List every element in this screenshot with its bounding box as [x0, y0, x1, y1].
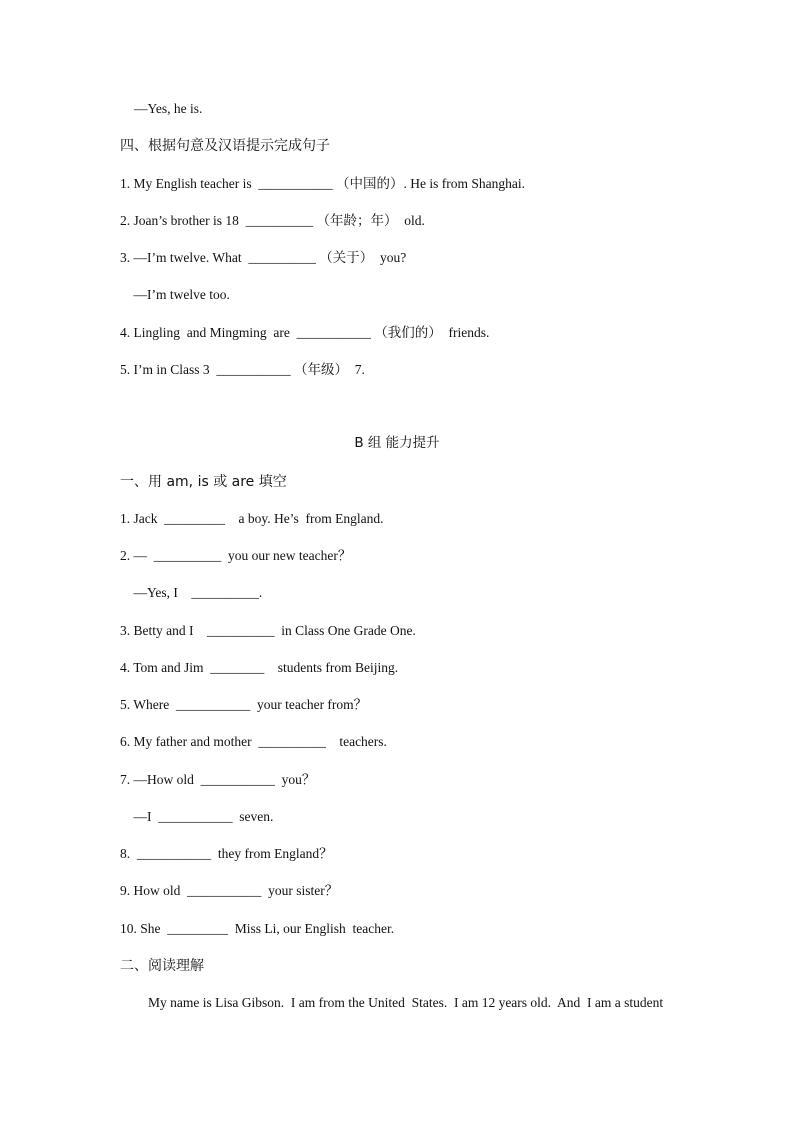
exercise-item: 1. Jack _________ a boy. He’s from England.	[120, 511, 384, 526]
group-b-title: B 组 能力提升	[354, 435, 440, 451]
section-heading-fill-blanks: 一、用 am, is 或 are 填空	[120, 474, 287, 490]
exercise-item: 8. ___________ they from England？	[120, 846, 333, 861]
exercise-item: 5. Where ___________ your teacher from？	[120, 697, 368, 712]
exercise-item: 2. — __________ you our new teacher？	[120, 548, 352, 563]
exercise-item: 7. —How old ___________ you？	[120, 772, 316, 787]
exercise-item: 3. —I’m twelve. What __________ （关于） you?	[120, 250, 407, 265]
exercise-item: 5. I’m in Class 3 ___________ （年级） 7.	[120, 362, 365, 377]
reading-passage-line: My name is Lisa Gibson. I am from the United States. I am 12 years old. And I am a student	[148, 995, 664, 1010]
exercise-item: 10. She _________ Miss Li, our English teacher.	[120, 921, 395, 936]
exercise-item: 3. Betty and I __________ in Class One Grade One.	[120, 623, 416, 638]
exercise-item: —I’m twelve too.	[120, 287, 230, 302]
answer-line: —Yes, he is.	[134, 101, 203, 116]
section-heading-4: 四、根据句意及汉语提示完成句子	[120, 138, 330, 154]
section-heading-reading: 二、阅读理解	[120, 958, 204, 974]
exercise-item: 4. Lingling and Mingming are ___________ （我们的） friends.	[120, 325, 490, 340]
exercise-item: 4. Tom and Jim ________ students from Beijing.	[120, 660, 399, 675]
exercise-item: 1. My English teacher is ___________ （中国的）. He is from Shanghai.	[120, 176, 525, 191]
exercise-item: —I ___________ seven.	[120, 809, 274, 824]
exercise-item: 6. My father and mother __________ teachers.	[120, 734, 387, 749]
exercise-item: —Yes, I __________.	[120, 585, 263, 600]
exercise-item: 2. Joan’s brother is 18 __________ （年龄；年） old.	[120, 213, 425, 228]
exercise-item: 9. How old ___________ your sister？	[120, 883, 339, 898]
